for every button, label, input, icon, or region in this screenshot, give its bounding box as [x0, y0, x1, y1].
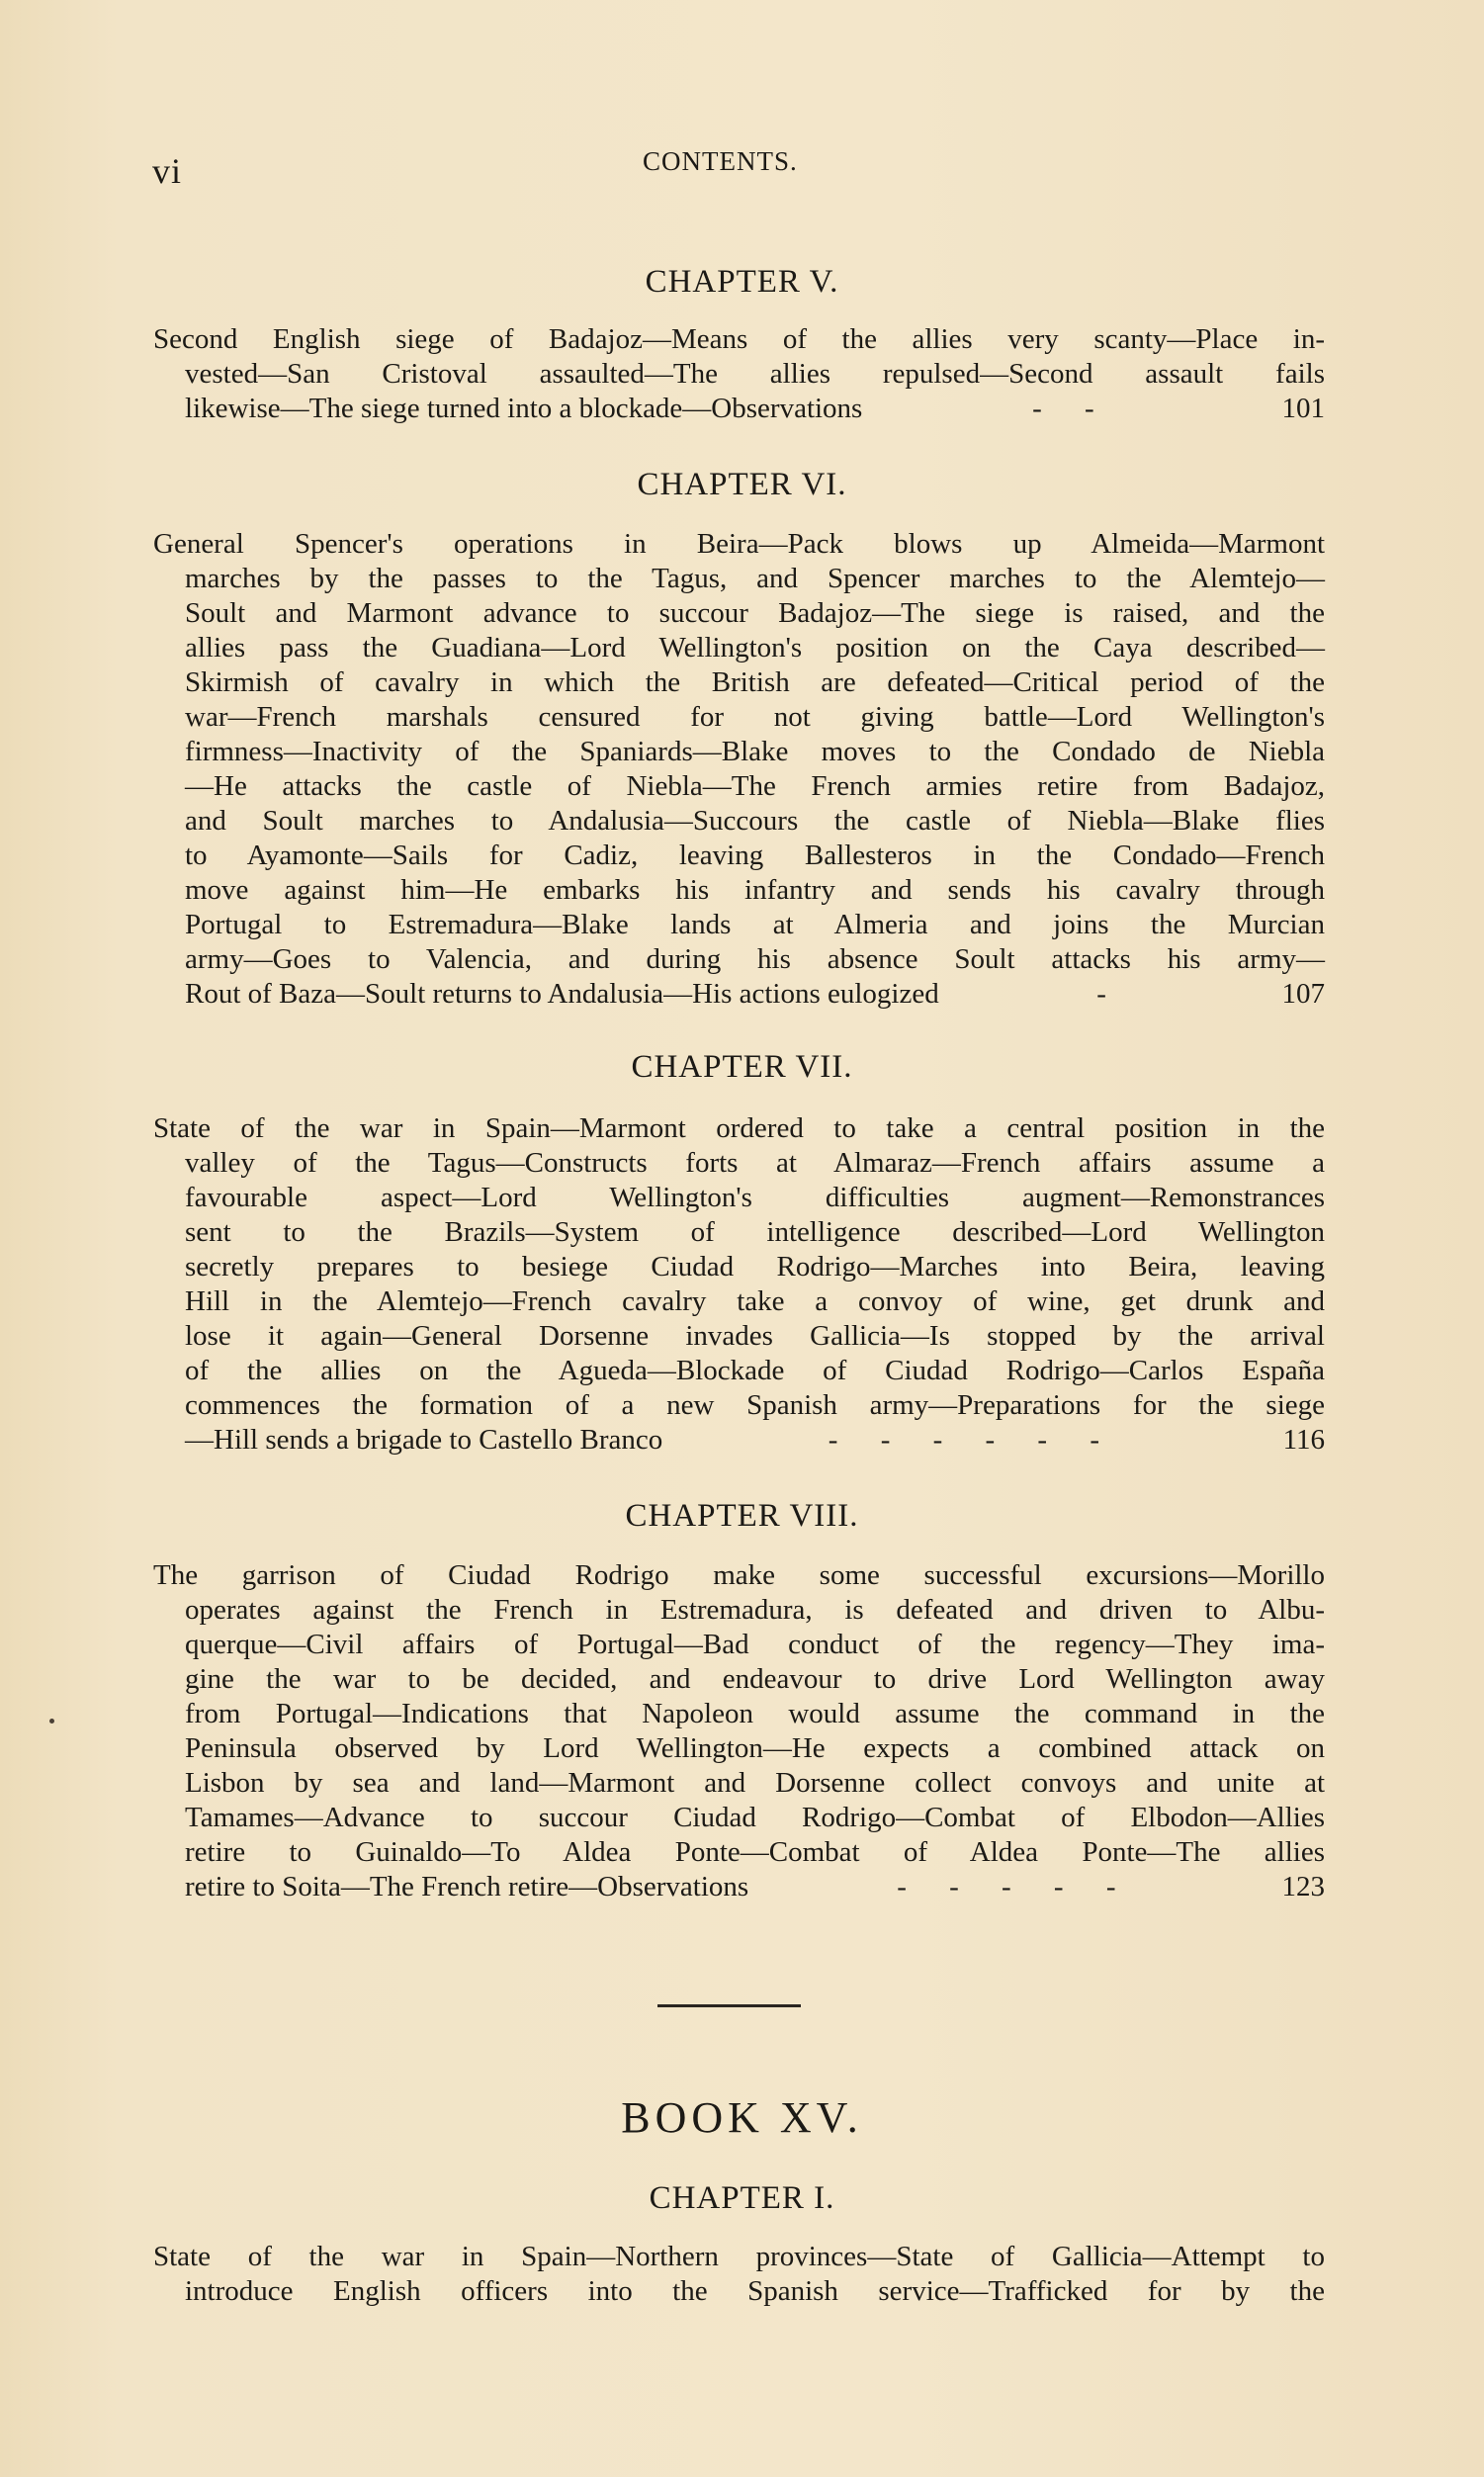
chapter-heading: CHAPTER V. — [645, 264, 839, 300]
summary-line: querque—Civil affairs of Portugal—Bad conduct of the regency—They ima- — [185, 1629, 1325, 1660]
summary-line: General Spencer's operations in Beira—Pack blows up Almeida—Marmont — [153, 528, 1325, 560]
dot-leader: - - — [1032, 393, 1112, 424]
summary-line: —He attacks the castle of Niebla—The French armies retire from Badajoz, — [185, 770, 1325, 802]
chapter-heading: CHAPTER VIII. — [625, 1498, 859, 1534]
summary-line: Peninsula observed by Lord Wellington—He expects a combined attack on — [185, 1732, 1325, 1764]
page-reference: 107 — [1281, 978, 1325, 1010]
summary-line: Skirmish of cavalry in which the British are defeated—Critical period of the — [185, 666, 1325, 698]
running-title: CONTENTS. — [643, 146, 798, 176]
summary-line: vested—San Cristoval assaulted—The allies repulsed—Second assault fails — [185, 358, 1325, 390]
summary-line: introduce English officers into the Spanish service—Trafficked for by the — [185, 2275, 1325, 2307]
summary-line: The garrison of Ciudad Rodrigo make some successful excursions—Morillo — [153, 1559, 1325, 1591]
summary-last-line — [153, 392, 1325, 426]
chapter-summary — [153, 2240, 1325, 2309]
summary-line: Portugal to Estremadura—Blake lands at Almeria and joins the Murcian — [185, 909, 1325, 940]
summary-line: favourable aspect—Lord Wellington's difficulties augment—Remonstrances — [185, 1182, 1325, 1213]
chapter-heading: CHAPTER VII. — [631, 1049, 853, 1085]
chapter-summary — [153, 1558, 1325, 1904]
dot-leader: - - - - - — [897, 1871, 1134, 1902]
summary-line: from Portugal—Indications that Napoleon would assume the command in the — [185, 1698, 1325, 1729]
summary-line: war—French marshals censured for not giving battle—Lord Wellington's — [185, 701, 1325, 733]
summary-line: —Hill sends a brigade to Castello Branco — [185, 1424, 663, 1456]
summary-line: retire to Soita—The French retire—Observations — [185, 1871, 749, 1902]
summary-line: and Soult marches to Andalusia—Succours the castle of Niebla—Blake flies — [185, 805, 1325, 837]
chapter-summary — [153, 527, 1325, 1012]
summary-line: retire to Guinaldo—To Aldea Ponte—Combat of Aldea Ponte—The allies — [185, 1836, 1325, 1868]
summary-line: of the allies on the Agueda—Blockade of Ciudad Rodrigo—Carlos España — [185, 1355, 1325, 1386]
dot-leader: - — [1096, 978, 1124, 1010]
summary-line: gine the war to be decided, and endeavour to drive Lord Wellington away — [185, 1663, 1325, 1695]
summary-line: to Ayamonte—Sails for Cadiz, leaving Ballesteros in the Condado—French — [185, 840, 1325, 871]
summary-line: commences the formation of a new Spanish army—Preparations for the siege — [185, 1389, 1325, 1421]
summary-line: Hill in the Alemtejo—French cavalry take a convoy of wine, get drunk and — [185, 1285, 1325, 1317]
summary-line: army—Goes to Valencia, and during his absence Soult attacks his army— — [185, 943, 1325, 975]
summary-last-line — [153, 1423, 1325, 1458]
summary-line: secretly prepares to besiege Ciudad Rodrigo—Marches into Beira, leaving — [185, 1251, 1325, 1283]
chapter-heading: CHAPTER VI. — [637, 467, 847, 502]
summary-line: likewise—The siege turned into a blockade—Observations — [185, 393, 863, 424]
chapter-heading: CHAPTER I. — [649, 2180, 835, 2216]
page-header — [148, 138, 1335, 191]
dot-leader: - - - - - - — [828, 1424, 1117, 1456]
section-divider — [657, 2004, 801, 2007]
page-reference: 101 — [1281, 393, 1325, 424]
paper-speck — [49, 1719, 54, 1724]
summary-line: firmness—Inactivity of the Spaniards—Blake moves to the Condado de Niebla — [185, 736, 1325, 767]
summary-line: valley of the Tagus—Constructs forts at Almaraz—French affairs assume a — [185, 1147, 1325, 1179]
summary-line: lose it again—General Dorsenne invades Gallicia—Is stopped by the arrival — [185, 1320, 1325, 1352]
summary-line: State of the war in Spain—Marmont ordered to take a central position in the — [153, 1112, 1325, 1144]
summary-line: Rout of Baza—Soult returns to Andalusia—His actions eulogized — [185, 978, 939, 1010]
chapter-summary — [153, 322, 1325, 426]
summary-line: allies pass the Guadiana—Lord Wellington's position on the Caya described— — [185, 632, 1325, 663]
summary-line: Tamames—Advance to succour Ciudad Rodrigo—Combat of Elbodon—Allies — [185, 1802, 1325, 1833]
summary-line: sent to the Brazils—System of intelligence described—Lord Wellington — [185, 1216, 1325, 1248]
summary-line: move against him—He embarks his infantry and sends his cavalry through — [185, 874, 1325, 906]
summary-last-line — [153, 977, 1325, 1012]
summary-line: Second English siege of Badajoz—Means of the allies very scanty—Place in- — [153, 323, 1325, 355]
summary-line: marches by the passes to the Tagus, and Spencer marches to the Alemtejo— — [185, 563, 1325, 594]
book-heading: BOOK XV. — [621, 2093, 863, 2142]
summary-last-line — [153, 1870, 1325, 1904]
summary-line: Soult and Marmont advance to succour Badajoz—The siege is raised, and the — [185, 597, 1325, 629]
page-reference: 116 — [1282, 1424, 1325, 1456]
summary-line: operates against the French in Estremadura, is defeated and driven to Albu- — [185, 1594, 1325, 1626]
summary-line: Lisbon by sea and land—Marmont and Dorsenne collect convoys and unite at — [185, 1767, 1325, 1799]
summary-line: State of the war in Spain—Northern provinces—State of Gallicia—Attempt to — [153, 2241, 1325, 2272]
page-reference: 123 — [1281, 1871, 1325, 1902]
chapter-summary — [153, 1111, 1325, 1458]
page-number: vi — [152, 151, 183, 191]
